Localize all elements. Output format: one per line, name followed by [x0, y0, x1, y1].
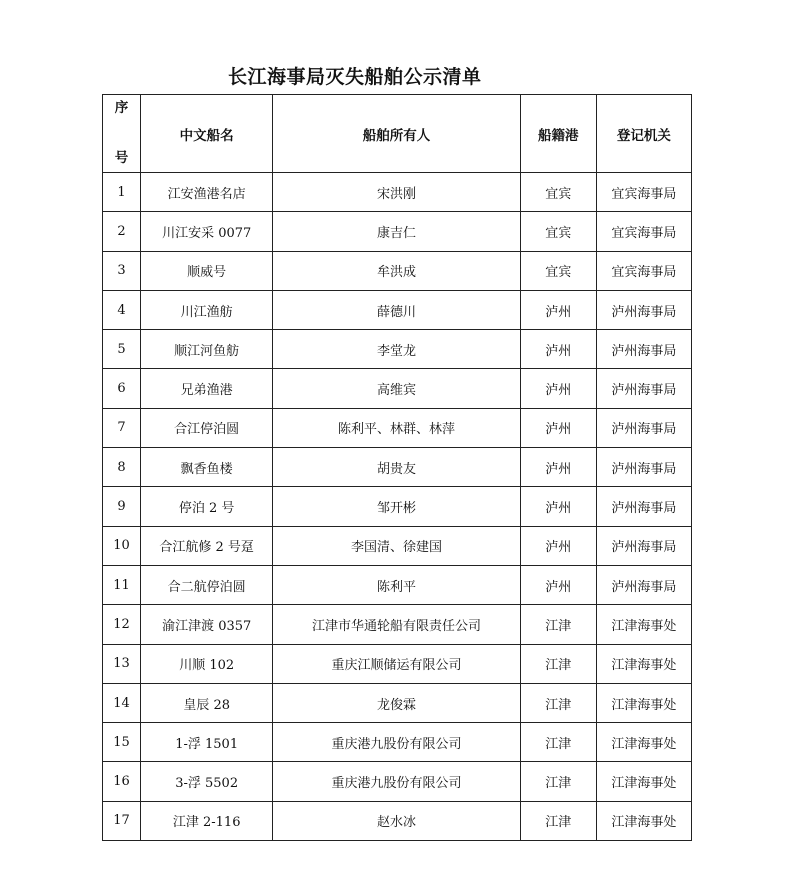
header-port-of-registry: 船籍港: [520, 95, 596, 173]
cell-vessel-name: 顺威号: [141, 251, 273, 290]
cell-serial-number: 1: [103, 173, 141, 212]
cell-vessel-owner: 邹开彬: [273, 487, 520, 526]
table-row: [103, 762, 692, 801]
cell-registration-authority: 泸州海事局: [596, 408, 691, 447]
cell-registration-authority: 泸州海事局: [596, 369, 691, 408]
cell-vessel-owner: 康吉仁: [273, 212, 520, 251]
cell-serial-number: 17: [103, 801, 141, 840]
cell-port-of-registry: 江津: [520, 644, 596, 683]
cell-serial-number: 2: [103, 212, 141, 251]
cell-registration-authority: 江津海事处: [596, 605, 691, 644]
cell-port-of-registry: 宜宾: [520, 251, 596, 290]
cell-vessel-name: 合江航修 2 号趸: [141, 526, 273, 565]
cell-vessel-owner: 龙俊霖: [273, 683, 520, 722]
table-row: [103, 801, 692, 840]
table-row: [103, 251, 692, 290]
cell-vessel-owner: 重庆港九股份有限公司: [273, 723, 520, 762]
cell-serial-number: 11: [103, 565, 141, 604]
cell-registration-authority: 泸州海事局: [596, 290, 691, 329]
cell-vessel-name: 渝江津渡 0357: [141, 605, 273, 644]
cell-vessel-name: 1-浮 1501: [141, 723, 273, 762]
cell-registration-authority: 泸州海事局: [596, 526, 691, 565]
table-row: [103, 644, 692, 683]
cell-port-of-registry: 江津: [520, 801, 596, 840]
cell-vessel-owner: 牟洪成: [273, 251, 520, 290]
table-row: [103, 487, 692, 526]
cell-serial-number: 8: [103, 448, 141, 487]
cell-vessel-name: 川江渔舫: [141, 290, 273, 329]
table-row: [103, 408, 692, 447]
cell-port-of-registry: 泸州: [520, 290, 596, 329]
cell-serial-number: 12: [103, 605, 141, 644]
cell-serial-number: 14: [103, 683, 141, 722]
cell-vessel-name: 停泊 2 号: [141, 487, 273, 526]
cell-vessel-owner: 薛德川: [273, 290, 520, 329]
cell-registration-authority: 泸州海事局: [596, 565, 691, 604]
cell-serial-number: 6: [103, 369, 141, 408]
cell-serial-number: 9: [103, 487, 141, 526]
cell-vessel-name: 江津 2-116: [141, 801, 273, 840]
cell-vessel-name: 川顺 102: [141, 644, 273, 683]
cell-vessel-owner: 高维宾: [273, 369, 520, 408]
cell-serial-number: 4: [103, 290, 141, 329]
cell-registration-authority: 江津海事处: [596, 762, 691, 801]
table-row: [103, 330, 692, 369]
cell-port-of-registry: 泸州: [520, 448, 596, 487]
cell-vessel-name: 3-浮 5502: [141, 762, 273, 801]
table-row: [103, 526, 692, 565]
table-row: [103, 290, 692, 329]
header-registration-authority: 登记机关: [596, 95, 691, 173]
cell-port-of-registry: 江津: [520, 605, 596, 644]
table-row: [103, 448, 692, 487]
table-row: [103, 605, 692, 644]
cell-vessel-owner: 重庆港九股份有限公司: [273, 762, 520, 801]
cell-vessel-owner: 李国清、徐建国: [273, 526, 520, 565]
cell-serial-number: 15: [103, 723, 141, 762]
cell-registration-authority: 泸州海事局: [596, 487, 691, 526]
cell-registration-authority: 江津海事处: [596, 644, 691, 683]
cell-vessel-owner: 赵水冰: [273, 801, 520, 840]
table-row: [103, 212, 692, 251]
header-serial-number-line1: 序: [114, 100, 129, 116]
cell-registration-authority: 宜宾海事局: [596, 251, 691, 290]
cell-port-of-registry: 江津: [520, 723, 596, 762]
cell-vessel-name: 合二航停泊圆: [141, 565, 273, 604]
cell-vessel-owner: 陈利平: [273, 565, 520, 604]
cell-port-of-registry: 宜宾: [520, 212, 596, 251]
cell-vessel-owner: 江津市华通轮船有限责任公司: [273, 605, 520, 644]
cell-port-of-registry: 江津: [520, 762, 596, 801]
cell-port-of-registry: 泸州: [520, 526, 596, 565]
table-row: [103, 723, 692, 762]
table-row: [103, 683, 692, 722]
header-serial-number: [103, 95, 141, 173]
cell-registration-authority: 江津海事处: [596, 683, 691, 722]
table-row: [103, 173, 692, 212]
cell-serial-number: 13: [103, 644, 141, 683]
cell-vessel-owner: 重庆江顺储运有限公司: [273, 644, 520, 683]
cell-vessel-name: 皇辰 28: [141, 683, 273, 722]
cell-port-of-registry: 泸州: [520, 330, 596, 369]
cell-registration-authority: 宜宾海事局: [596, 212, 691, 251]
cell-vessel-owner: 宋洪刚: [273, 173, 520, 212]
cell-port-of-registry: 泸州: [520, 369, 596, 408]
cell-serial-number: 5: [103, 330, 141, 369]
header-vessel-name: 中文船名: [141, 95, 273, 173]
table-body: [103, 173, 692, 841]
cell-serial-number: 3: [103, 251, 141, 290]
cell-serial-number: 10: [103, 526, 141, 565]
header-vessel-owner: 船舶所有人: [273, 95, 520, 173]
table-row: [103, 565, 692, 604]
cell-registration-authority: 泸州海事局: [596, 330, 691, 369]
cell-vessel-name: 合江停泊圆: [141, 408, 273, 447]
cell-port-of-registry: 宜宾: [520, 173, 596, 212]
cell-port-of-registry: 泸州: [520, 565, 596, 604]
table-header-row: [103, 95, 692, 173]
cell-registration-authority: 江津海事处: [596, 723, 691, 762]
lost-vessels-table: [102, 94, 692, 841]
cell-serial-number: 16: [103, 762, 141, 801]
cell-registration-authority: 泸州海事局: [596, 448, 691, 487]
cell-port-of-registry: 泸州: [520, 408, 596, 447]
cell-registration-authority: 宜宾海事局: [596, 173, 691, 212]
cell-vessel-name: 飘香鱼楼: [141, 448, 273, 487]
cell-vessel-owner: 陈利平、林群、林萍: [273, 408, 520, 447]
cell-vessel-name: 江安渔港名店: [141, 173, 273, 212]
cell-vessel-name: 川江安采 0077: [141, 212, 273, 251]
cell-serial-number: 7: [103, 408, 141, 447]
cell-vessel-name: 顺江河鱼舫: [141, 330, 273, 369]
document-title: 长江海事局灭失船舶公示清单: [228, 66, 482, 88]
cell-port-of-registry: 江津: [520, 683, 596, 722]
cell-vessel-owner: 胡贵友: [273, 448, 520, 487]
cell-vessel-owner: 李堂龙: [273, 330, 520, 369]
cell-vessel-name: 兄弟渔港: [141, 369, 273, 408]
cell-registration-authority: 江津海事处: [596, 801, 691, 840]
header-serial-number-line2: 号: [114, 150, 129, 166]
cell-port-of-registry: 泸州: [520, 487, 596, 526]
table-row: [103, 369, 692, 408]
